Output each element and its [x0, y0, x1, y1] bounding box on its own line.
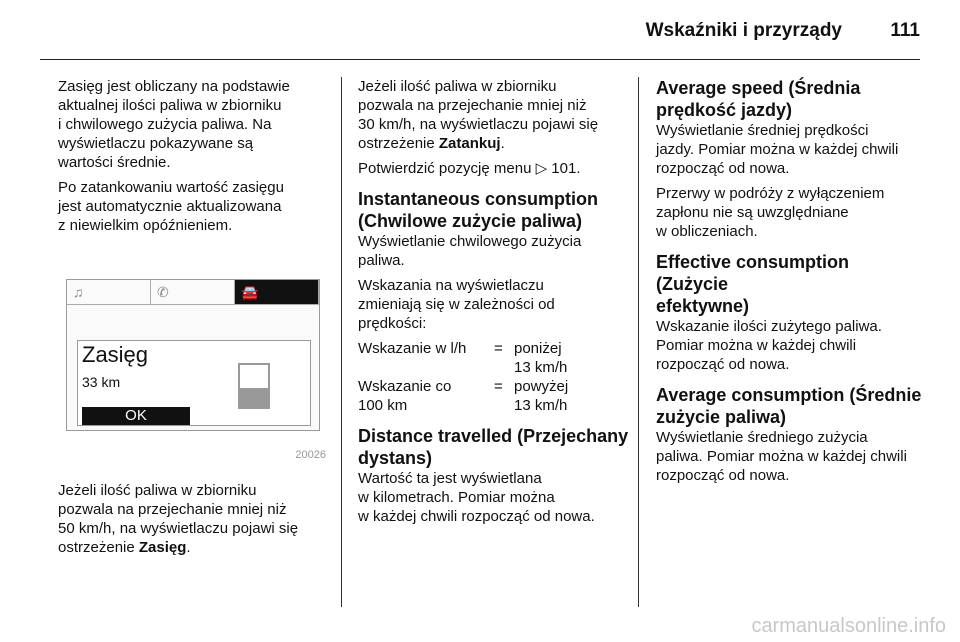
range-box: [77, 340, 311, 426]
heading: [656, 251, 926, 317]
column-left: [58, 77, 326, 563]
text-line: paliwa. Pomiar można w każdej chwili: [656, 448, 907, 465]
text-line: zapłonu nie są uwzględniane: [656, 204, 849, 221]
text-line: pozwala na przejechanie mniej niż: [58, 501, 287, 518]
text-line: jazdy. Pomiar można w każdej chwili: [656, 141, 899, 158]
text-line: rozpocząć od nowa.: [656, 356, 790, 373]
display-figure: [58, 249, 326, 467]
paragraph: [58, 178, 326, 235]
table-eq: =: [494, 378, 503, 395]
text-line: i chwilowego zużycia paliwa. Na: [58, 116, 272, 133]
table-value: 13 km/h: [514, 359, 568, 376]
menu-reference: [358, 159, 630, 178]
paragraph: [358, 77, 630, 134]
table-label: 100 km: [358, 397, 408, 414]
text-line: 50 km/h, na wyświetlaczu pojawi się: [58, 520, 299, 537]
text-line: paliwa.: [358, 252, 405, 269]
text: .: [500, 135, 505, 152]
column-middle: [358, 77, 630, 532]
text-line: zmieniają się w zależności od: [358, 296, 555, 313]
header-rule: [40, 59, 920, 60]
column-divider: [638, 77, 639, 607]
text-line: Wartość ta jest wyświetlana: [358, 470, 542, 487]
bold-term: Zasięg: [138, 539, 187, 556]
table-value: 13 km/h: [514, 397, 568, 414]
text-line: efektywne): [656, 296, 750, 316]
text-line: Po zatankowaniu wartość zasięgu: [58, 179, 284, 196]
text-line: jest automatycznie aktualizowana: [58, 198, 282, 215]
paragraph: [656, 184, 926, 241]
paragraph: [656, 428, 926, 485]
watermark: carmanualsonline.info: [751, 615, 946, 637]
indication-table: [358, 339, 630, 415]
figure-number: 20026: [295, 449, 326, 461]
text: ostrzeżenie: [58, 539, 139, 556]
phone-icon: ✆: [151, 280, 235, 304]
table-label: Wskazanie co: [358, 378, 452, 395]
range-value: 33 km: [82, 374, 121, 390]
paragraph: [656, 317, 926, 374]
text: .: [186, 539, 191, 556]
text-line: Jeżeli ilość paliwa w zbiorniku: [358, 78, 557, 95]
text-line: Przerwy w podróży z wyłączeniem: [656, 185, 885, 202]
text-line: (Chwilowe zużycie paliwa): [358, 211, 583, 231]
text-line: Jeżeli ilość paliwa w zbiorniku: [58, 482, 257, 499]
ok-button: OK: [82, 407, 190, 425]
column-right: [656, 77, 926, 491]
text-line: prędkość jazdy): [656, 100, 793, 120]
column-divider: [341, 77, 342, 607]
text-line: rozpocząć od nowa.: [656, 160, 790, 177]
page-number: 111: [890, 20, 920, 41]
table-value: poniżej: [514, 340, 562, 357]
paragraph: [656, 121, 926, 178]
paragraph: [358, 276, 630, 333]
heading: [656, 77, 926, 121]
text-line: wyświetlaczu pokazywane są: [58, 135, 254, 152]
heading: [358, 188, 630, 232]
text-line: Zasięg jest obliczany na podstawie: [58, 78, 290, 95]
paragraph-last-line: [58, 538, 326, 557]
text-line: Wyświetlanie chwilowego zużycia: [358, 233, 582, 250]
text-line: w kilometrach. Pomiar można: [358, 489, 555, 506]
text-line: Effective consumption (Zużycie: [656, 252, 850, 294]
text: ostrzeżenie: [358, 135, 439, 152]
text-line: 30 km/h, na wyświetlaczu pojawi się: [358, 116, 599, 133]
text-line: Wskazanie ilości zużytego paliwa.: [656, 318, 882, 335]
text-line: rozpocząć od nowa.: [656, 467, 790, 484]
music-icon: ♫: [67, 280, 151, 304]
paragraph: [58, 481, 326, 538]
text-line: Distance travelled (Przejechany: [358, 426, 629, 446]
table-eq: =: [494, 340, 503, 357]
paragraph: [358, 232, 630, 270]
text-line: Pomiar można w każdej chwili: [656, 337, 857, 354]
range-title: Zasięg: [82, 342, 149, 367]
table-value: powyżej: [514, 378, 569, 395]
text-line: Wskazania na wyświetlaczu: [358, 277, 544, 294]
heading: [656, 384, 926, 428]
bold-term: Zatankuj: [438, 135, 501, 152]
paragraph-last-line: [358, 134, 630, 153]
car-icon: 🚘: [235, 280, 319, 304]
text-line: Average consumption (Średnie: [656, 385, 922, 405]
text-line: aktualnej ilości paliwa w zbiorniku: [58, 97, 282, 114]
text: Potwierdzić pozycję menu: [358, 160, 536, 177]
text-line: w każdej chwili rozpocząć od nowa.: [358, 508, 595, 525]
text-line: Wyświetlanie średniej prędkości: [656, 122, 869, 139]
text-line: Average speed (Średnia: [656, 78, 861, 98]
text-line: Instantaneous consumption: [358, 189, 599, 209]
text-line: Wyświetlanie średniego zużycia: [656, 429, 868, 446]
display-screen: [66, 279, 320, 431]
table-label: Wskazanie w l/h: [358, 340, 467, 357]
section-title: Wskaźniki i przyrządy: [645, 20, 842, 41]
text-line: z niewielkim opóźnieniem.: [58, 217, 233, 234]
text-line: wartości średnie.: [58, 154, 171, 171]
fuel-pump-icon: [238, 363, 270, 409]
paragraph: [58, 77, 326, 172]
text-line: pozwala na przejechanie mniej niż: [358, 97, 587, 114]
text-line: zużycie paliwa): [656, 407, 787, 427]
paragraph: [358, 469, 630, 526]
page-link[interactable]: 101.: [547, 160, 581, 177]
arrow-icon: ▷: [535, 160, 548, 177]
text-line: dystans): [358, 448, 433, 468]
text-line: w obliczeniach.: [656, 223, 758, 240]
text-line: prędkości:: [358, 315, 427, 332]
heading: [358, 425, 630, 469]
